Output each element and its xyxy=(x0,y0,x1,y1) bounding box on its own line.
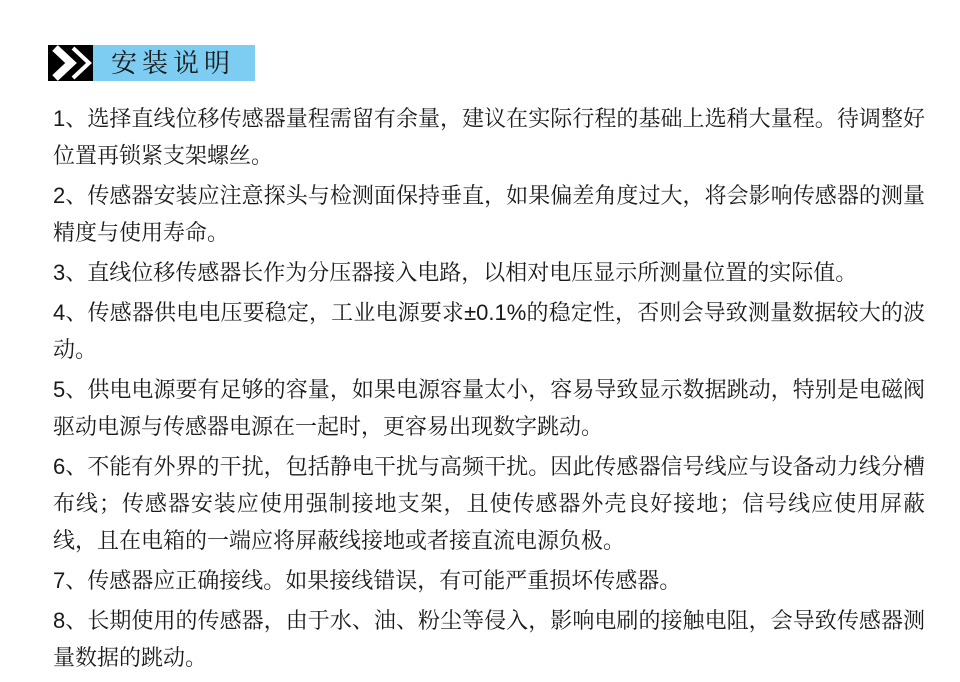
instruction-item-2: 2、传感器安装应注意探头与检测面保持垂直，如果偏差角度过大，将会影响传感器的测量精度与使用寿命。 xyxy=(53,183,925,245)
instruction-item-4: 4、传感器供电电压要稳定，工业电源要求±0.1%的稳定性，否则会导致测量数据较大的波动。 xyxy=(53,300,925,362)
instructions-list xyxy=(53,100,925,679)
instruction-item-5: 5、供电电源要有足够的容量，如果电源容量太小，容易导致显示数据跳动，特别是电磁阀驱动电源与传感器电源在一起时，更容易出现数字跳动。 xyxy=(53,377,925,439)
page-title: 安装说明 xyxy=(93,45,255,81)
instruction-item-6: 6、不能有外界的干扰，包括静电干扰与高频干扰。因此传感器信号线应与设备动力线分槽布线；传感器安装应使用强制接地支架，且使传感器外壳良好接地；信号线应使用屏蔽线，且在电箱的一端应将屏蔽线接地或者接直流电源负极。 xyxy=(53,454,925,553)
instruction-item-8: 8、长期使用的传感器，由于水、油、粉尘等侵入，影响电刷的接触电阻，会导致传感器测量数据的跳动。 xyxy=(53,608,925,670)
double-chevron-right-icon xyxy=(48,45,93,81)
section-header xyxy=(48,45,255,81)
instruction-item-7: 7、传感器应正确接线。如果接线错误，有可能严重损坏传感器。 xyxy=(53,568,682,593)
instruction-item-3: 3、直线位移传感器长作为分压器接入电路，以相对电压显示所测量位置的实际值。 xyxy=(53,260,858,285)
instruction-item-1: 1、选择直线位移传感器量程需留有余量，建议在实际行程的基础上选稍大量程。待调整好位置再锁紧支架螺丝。 xyxy=(53,106,925,168)
